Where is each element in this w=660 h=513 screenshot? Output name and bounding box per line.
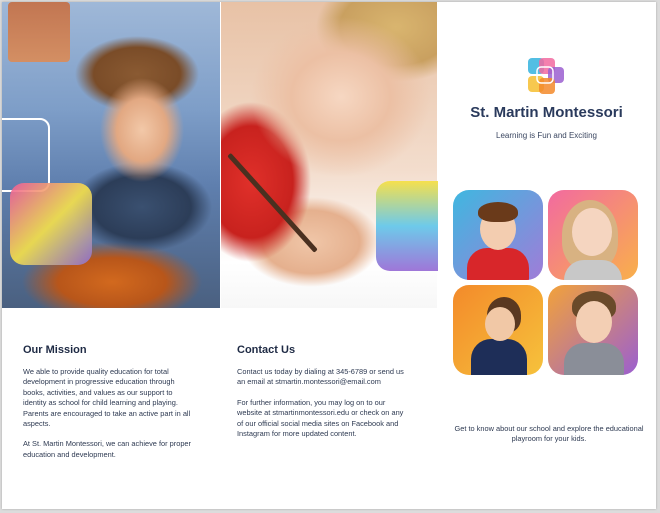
toy-shelf <box>8 2 70 62</box>
photo-kid-boy-gray-shirt <box>548 285 638 375</box>
contact-paragraph: Contact us today by dialing at 345-6789 or send us an email at stmartin.montessori@email.com <box>237 367 404 387</box>
brochure-sheet <box>2 2 656 509</box>
mission-paragraph: At St. Martin Montessori, we can achieve for proper education and development. <box>23 439 192 459</box>
photo-kid-boy-red-shirt <box>453 190 543 280</box>
photo-kid-girl-navy-vest <box>453 285 543 375</box>
pencil-graphic <box>227 153 318 253</box>
school-name: St. Martin Montessori <box>470 104 623 121</box>
contact-section <box>237 344 417 449</box>
mission-title: Our Mission <box>23 344 87 356</box>
brand-block <box>437 2 656 182</box>
mission-paragraph: We able to provide quality education for total development in progressive education through books, activities, and values as our support to identity as school for child learning and playing. Parents are encouraged to take an active part in all aspects. <box>23 367 191 429</box>
mission-section <box>23 344 203 470</box>
photo-kid-girl-hands-cheeks <box>548 190 638 280</box>
gradient-tile-left <box>10 183 92 265</box>
school-tagline: Learning is Fun and Exciting <box>496 131 597 140</box>
contact-title: Contact Us <box>237 344 296 356</box>
decorative-outline <box>2 118 50 192</box>
gradient-tile-middle <box>376 181 438 271</box>
contact-paragraph: For further information, you may log on to our website at stmartinmontessori.edu or check on any of our official social media sites on Facebook and Instagram for more updated content. <box>237 397 404 439</box>
explore-text: Get to know about our school and explore the educational playroom for your kids. <box>454 424 644 444</box>
school-logo-icon <box>528 58 564 94</box>
